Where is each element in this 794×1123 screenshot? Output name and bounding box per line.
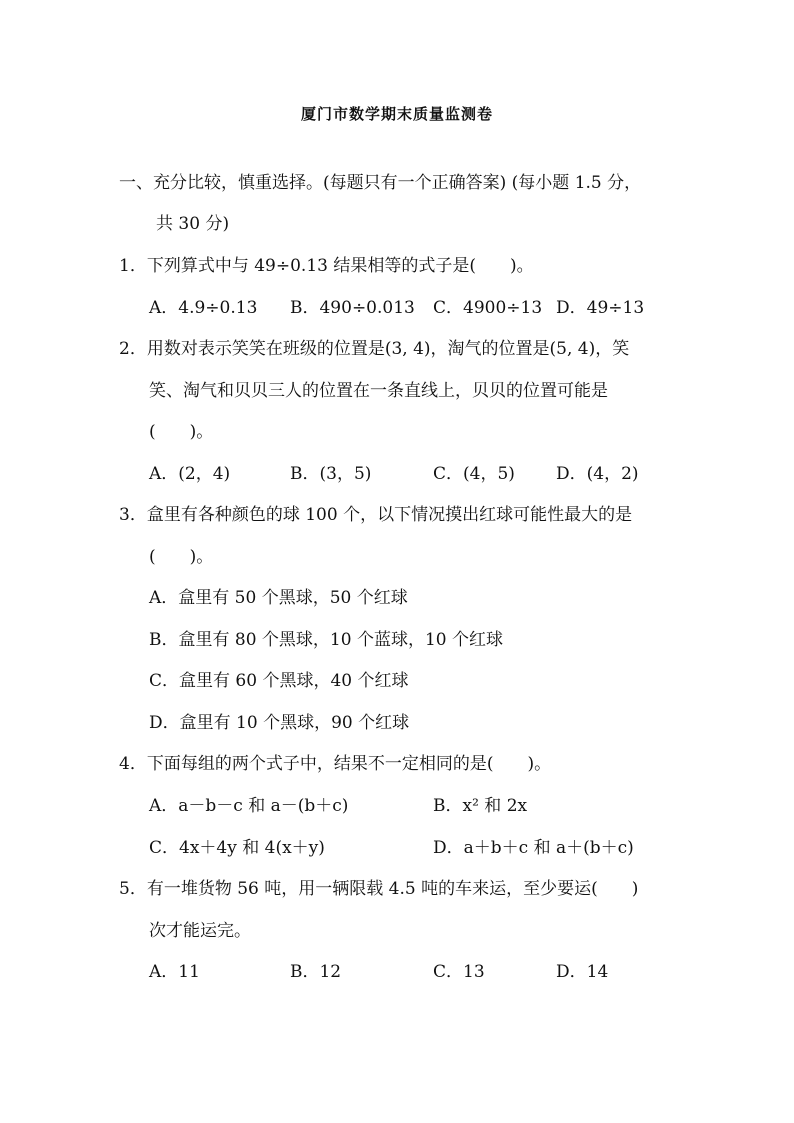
question-2-line2: 笑、淘气和贝贝三人的位置在一条直线上，贝贝的位置可能是 bbox=[149, 381, 608, 401]
question-text: 下列算式中与 49÷0.13 结果相等的式子是( )。 bbox=[146, 256, 534, 276]
option-2d: D．(4，2) bbox=[556, 464, 639, 484]
question-number: 4． bbox=[119, 754, 147, 774]
option-2a: A．(2，4) bbox=[149, 464, 231, 484]
question-number: 2． bbox=[119, 339, 147, 359]
option-4d: D．a＋b＋c 和 a＋(b＋c) bbox=[433, 838, 634, 858]
option-4c: C．4x＋4y 和 4(x＋y) bbox=[149, 838, 325, 858]
option-5d: D．14 bbox=[556, 962, 609, 982]
question-text: 盒里有各种颜色的球 100 个，以下情况摸出红球可能性最大的是 bbox=[146, 505, 633, 525]
option-1c: C．4900÷13 bbox=[433, 298, 543, 318]
question-text: 用数对表示笑笑在班级的位置是(3, 4)，淘气的位置是(5, 4)，笑 bbox=[146, 339, 630, 359]
option-1d: D．49÷13 bbox=[556, 298, 645, 318]
question-number: 1． bbox=[119, 256, 147, 276]
section-heading-line1: 一、充分比较，慎重选择。(每题只有一个正确答案) (每小题 1.5 分， bbox=[119, 173, 642, 193]
option-3d: D．盒里有 10 个黑球，90 个红球 bbox=[149, 713, 410, 733]
option-1a: A．4.9÷0.13 bbox=[149, 298, 258, 318]
question-1 bbox=[119, 255, 534, 277]
question-5 bbox=[119, 878, 638, 900]
option-2b: B．(3，5) bbox=[290, 464, 372, 484]
option-5a: A．11 bbox=[149, 962, 200, 982]
option-4b: B．x² 和 2x bbox=[433, 796, 528, 816]
question-4 bbox=[119, 753, 551, 775]
option-2c: C．(4，5) bbox=[433, 464, 515, 484]
option-3c: C．盒里有 60 个黑球，40 个红球 bbox=[149, 671, 409, 691]
option-3b: B．盒里有 80 个黑球，10 个蓝球，10 个红球 bbox=[149, 630, 504, 650]
option-4a: A．a－b－c 和 a－(b＋c) bbox=[149, 796, 349, 816]
section-heading-line2: 共 30 分) bbox=[156, 214, 230, 234]
question-5-line2: 次才能运完。 bbox=[149, 921, 251, 941]
page-title: 厦门市数学期末质量监测卷 bbox=[300, 105, 493, 123]
option-5b: B．12 bbox=[290, 962, 342, 982]
question-2-line3: ( )。 bbox=[149, 422, 214, 442]
question-3-line2: ( )。 bbox=[149, 547, 214, 567]
question-text: 下面每组的两个式子中，结果不一定相同的是( )。 bbox=[146, 754, 552, 774]
question-3 bbox=[119, 504, 632, 526]
option-5c: C．13 bbox=[433, 962, 485, 982]
question-number: 3． bbox=[119, 505, 147, 525]
question-text: 有一堆货物 56 吨，用一辆限载 4.5 吨的车来运，至少要运( ) bbox=[146, 879, 639, 899]
option-1b: B．490÷0.013 bbox=[290, 298, 415, 318]
option-3a: A．盒里有 50 个黑球，50 个红球 bbox=[149, 588, 408, 608]
question-number: 5． bbox=[119, 879, 147, 899]
question-2 bbox=[119, 338, 629, 360]
